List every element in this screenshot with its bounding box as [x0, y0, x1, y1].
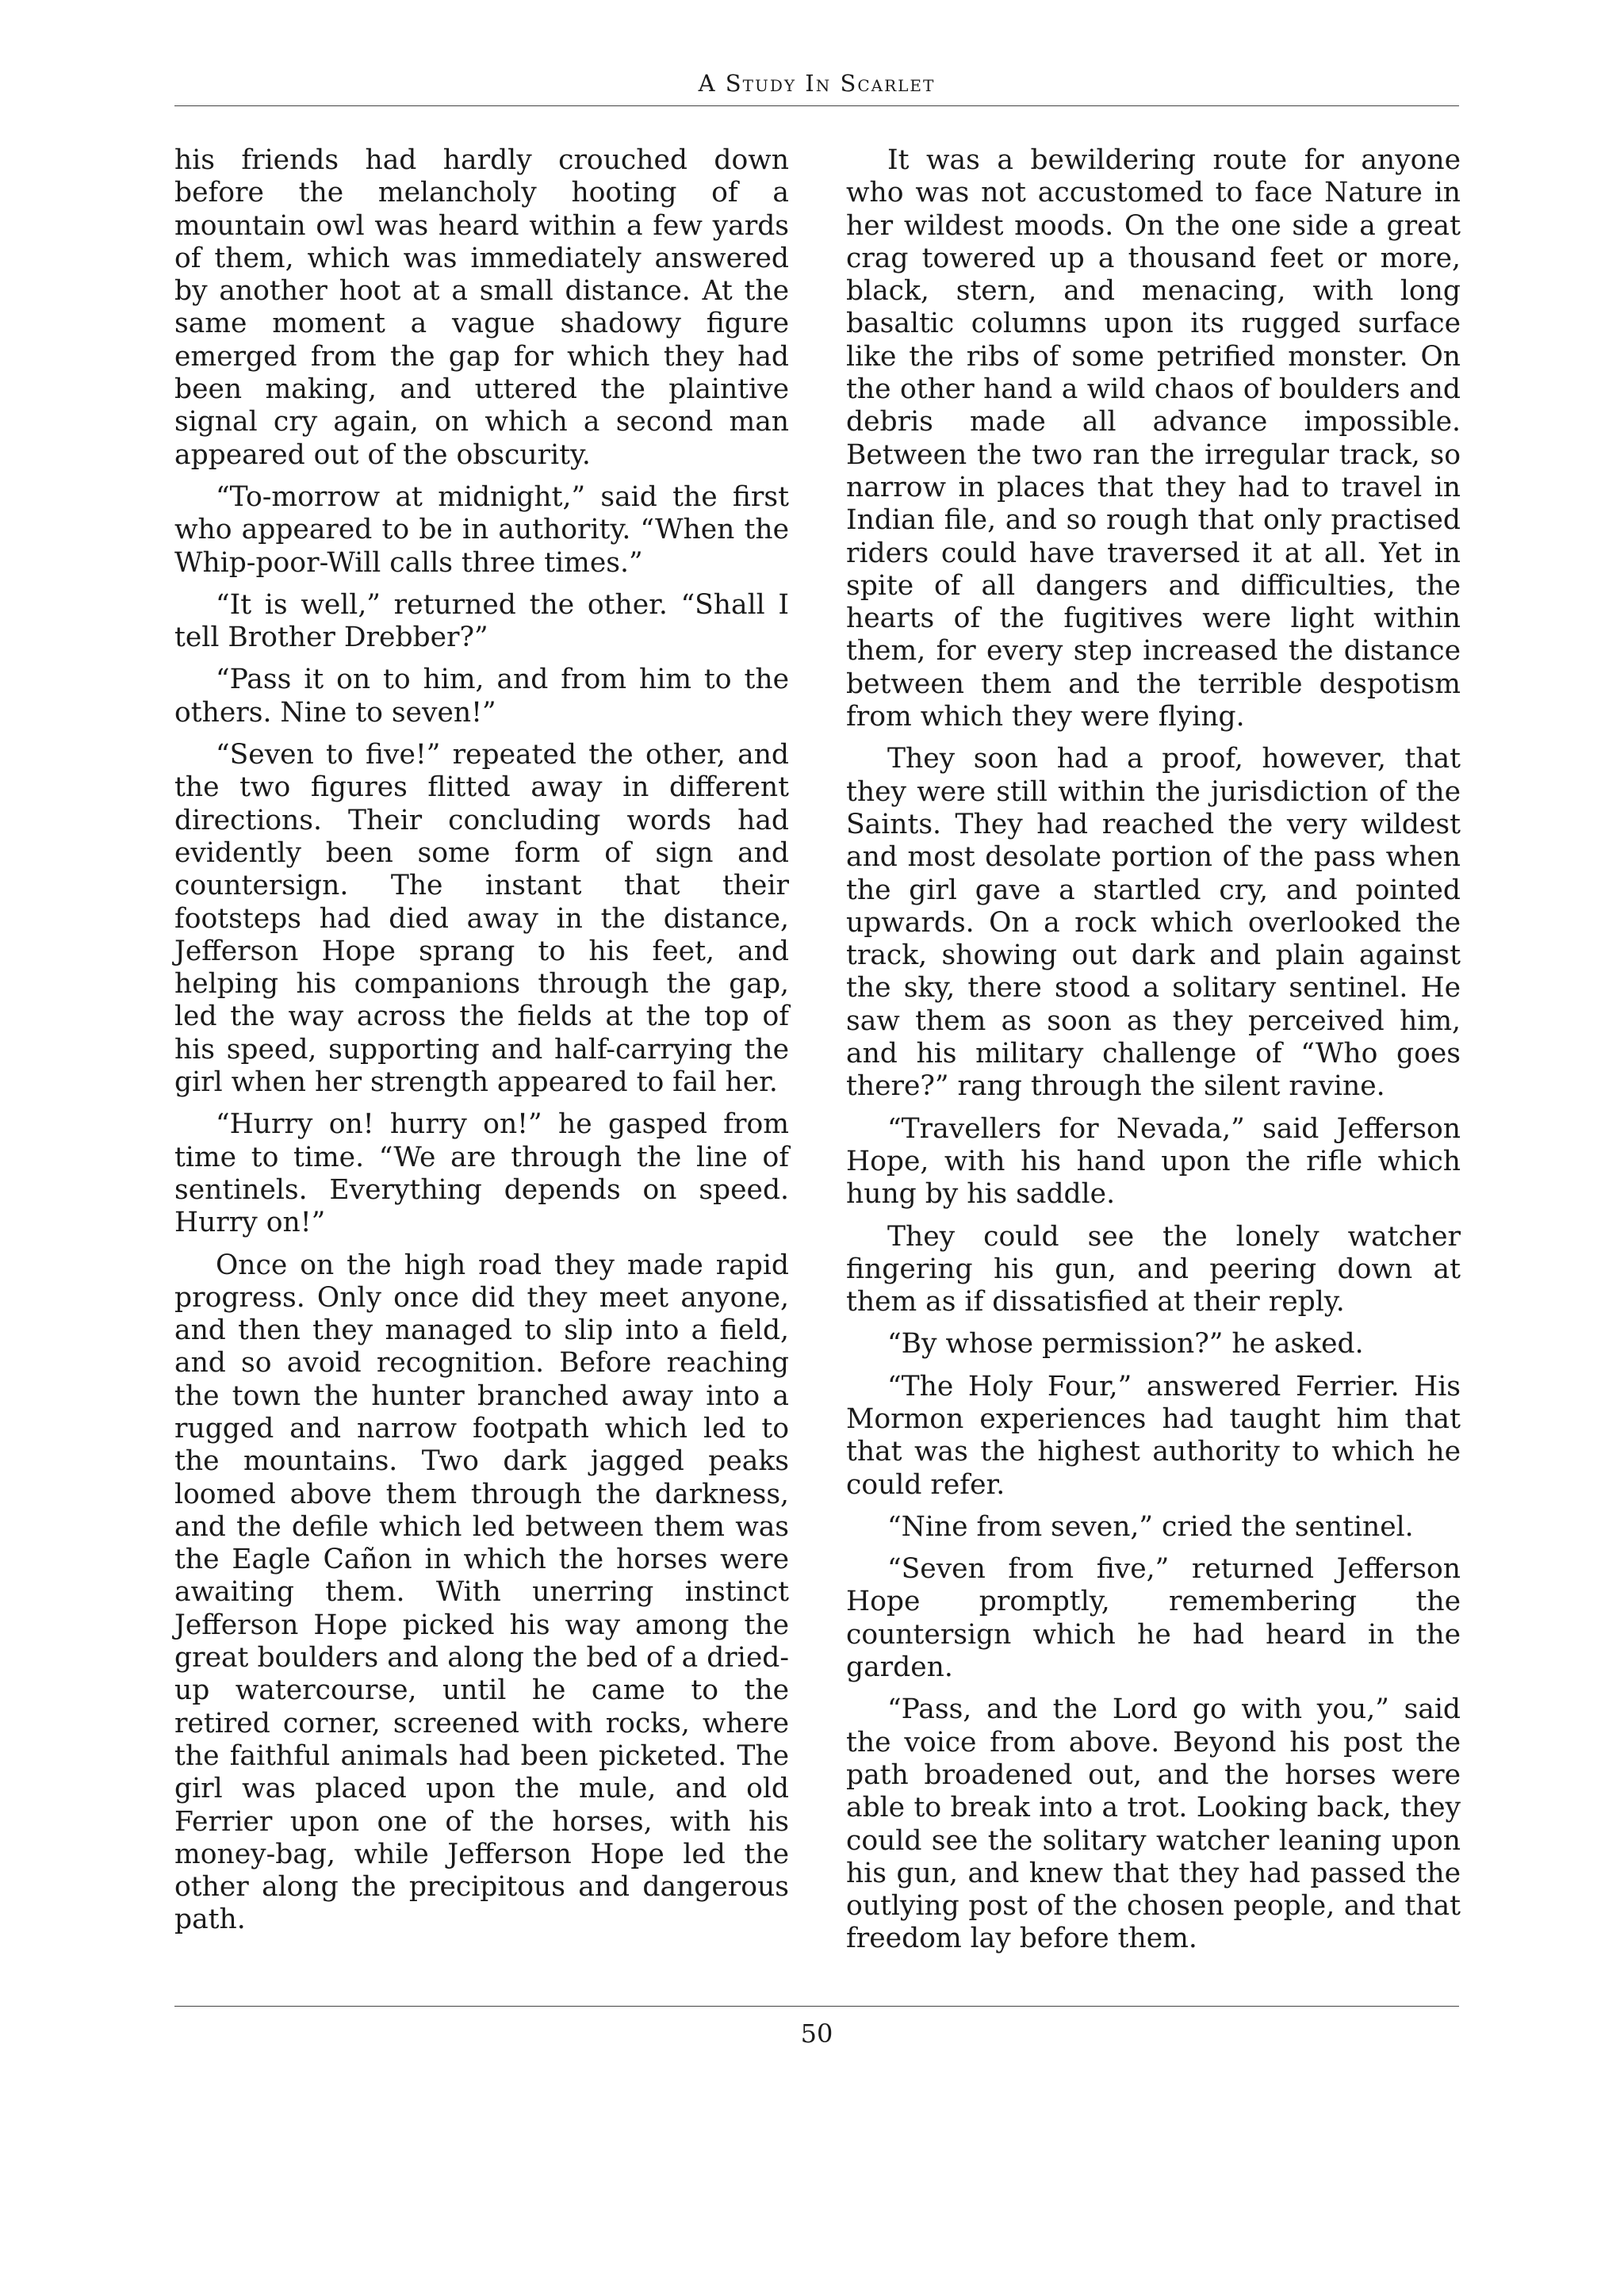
paragraph: “Travellers for Nevada,” said Jefferson Hope, with his hand upon the rifle which hung by his saddle. — [846, 1112, 1461, 1211]
paragraph: They soon had a proof, however, that they were still within the jurisdiction of the Saints. They had reached the very wildest and most desolate portion of the pass when the girl gave a startled cry, and pointed upwards. On a rock which overlooked the track, showing out dark and plain against the sky, there stood a solitary sentinel. He saw them as soon as they perceived him, and his military challenge of “Who goes there?” rang through the silent ravine. — [846, 743, 1461, 1103]
left-column — [174, 144, 789, 1946]
right-column — [846, 144, 1461, 1965]
paragraph: “The Holy Four,” answered Ferrier. His Mormon experiences had taught him that that was the highest authority to which he could refer. — [846, 1370, 1461, 1501]
paragraph: “Nine from seven,” cried the sentinel. — [887, 1510, 1414, 1543]
paragraph: “By whose permission?” he asked. — [887, 1328, 1364, 1360]
header-rule — [174, 105, 1459, 106]
paragraph: “Seven from five,” returned Jefferson Hope promptly, remembering the countersign which he had heard in the garden. — [846, 1553, 1461, 1684]
footer-rule — [174, 2006, 1459, 2007]
paragraph: “Pass it on to him, and from him to the others. Nine to seven!” — [174, 664, 789, 729]
paragraph: Once on the high road they made rapid progress. Only once did they meet anyone, and then they managed to slip into a field, and so avoid recognition. Before reaching the town the hunter branched away into a rugged and narrow footpath which led to the mountains. Two dark jagged peaks loomed above them through the darkness, and the defile which led between them was the Eagle Cañon in which the horses were awaiting them. With unerring instinct Jefferson Hope picked his way among the great boulders and along the bed of a dried-up watercourse, until he came to the retired corner, screened with rocks, where the faithful animals had been picketed. The girl was placed upon the mule, and old Ferrier upon one of the horses, with his money-bag, while Jefferson Hope led the other along the precipitous and dangerous path. — [174, 1249, 789, 1936]
running-title: A Study In Scarlet — [698, 70, 936, 97]
paragraph: “Pass, and the Lord go with you,” said the voice from above. Beyond his post the path broadened out, and the horses were able to break into a trot. Looking back, they could see the solitary watcher leaning upon his gun, and knew that they had passed the outlying post of the chosen people, and that freedom lay before them. — [846, 1693, 1461, 1955]
paragraph: They could see the lonely watcher fingering his gun, and peering down at them as if dissatisfied at their reply. — [846, 1220, 1461, 1318]
paragraph: “It is well,” returned the other. “Shall I tell Brother Drebber?” — [174, 588, 789, 654]
page-number: 50 — [800, 2019, 833, 2049]
paragraph: “Hurry on! hurry on!” he gasped from time to time. “We are through the line of sentinels. Everything depends on speed. Hurry on!” — [174, 1108, 789, 1239]
paragraph: It was a bewildering route for anyone who was not accustomed to face Nature in her wildest moods. On the one side a great crag towered up a thousand feet or more, black, stern, and menacing, with long basaltic columns upon its rugged surface like the ribs of some petrified monster. On the other hand a wild chaos of boulders and debris made all advance impossible. Between the two ran the irregular track, so narrow in places that they had to travel in Indian file, and so rough that only practised riders could have traversed it at all. Yet in spite of all dangers and difficulties, the hearts of the fugitives were light within them, for every step increased the distance between them and the terrible despotism from which they were flying. — [846, 144, 1461, 733]
paragraph: “Seven to five!” repeated the other, and the two figures flitted away in different directions. Their concluding words had evidently been some form of sign and countersign. The instant that their footsteps had died away in the distance, Jefferson Hope sprang to his feet, and helping his companions through the gap, led the way across the fields at the top of his speed, supporting and half-carrying the girl when her strength appeared to fail her. — [174, 739, 789, 1099]
paragraph: his friends had hardly crouched down before the melancholy hooting of a mountain owl was heard within a few yards of them, which was immediately answered by another hoot at a small distance. At the same moment a vague shadowy figure emerged from the gap for which they had been making, and uttered the plaintive signal cry again, on which a second man appeared out of the obscurity. — [174, 144, 789, 471]
paragraph: “To-morrow at midnight,” said the first who appeared to be in authority. “When the Whip-poor-Will calls three times.” — [174, 480, 789, 579]
